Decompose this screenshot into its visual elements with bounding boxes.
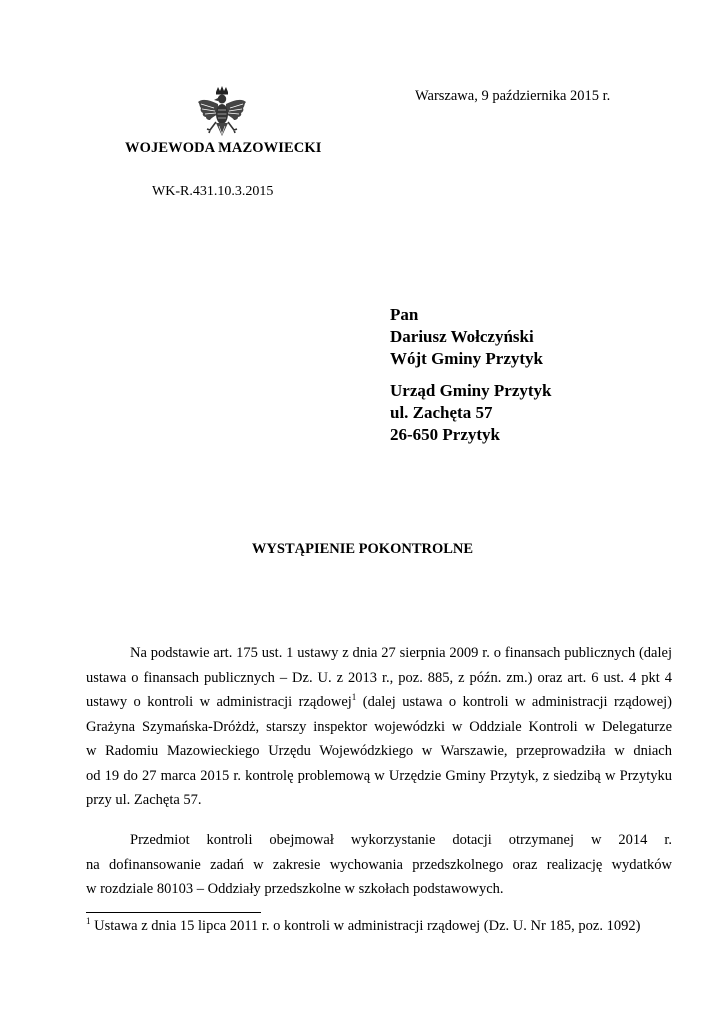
reference-number: WK-R.431.10.3.2015 <box>152 184 274 199</box>
paragraph-legal-basis <box>86 641 672 813</box>
text-segment: ustawy o kontroli w administracji rządowej <box>86 694 352 710</box>
recipient-line: Pan <box>390 305 419 324</box>
paragraph-scope <box>86 828 672 902</box>
footnote <box>86 918 640 935</box>
paragraph-line: przy ul. Zachęta 57. <box>86 792 202 808</box>
address-line: ul. Zachęta 57 <box>390 403 493 422</box>
recipient-address <box>390 380 551 446</box>
office-name: WOJEWODA MAZOWIECKI <box>125 140 322 156</box>
footnote-reference: 1 <box>351 692 357 703</box>
footnote-separator <box>86 912 261 913</box>
text-segment: (dalej ustawa o kontroli w administracji rządowej) <box>356 694 672 710</box>
paragraph-line: od 19 do 27 marca 2015 r. kontrolę problemową w Urzędzie Gminy Przytyk, z siedzibą w Przytyku <box>86 767 672 784</box>
address-line: Urząd Gminy Przytyk <box>390 381 552 400</box>
paragraph-line: Grażyna Szymańska-Dróżdż, starszy inspektor wojewódzki w Oddziale Kontroli w Delegaturze <box>86 718 672 735</box>
footnote-text: Ustawa z dnia 15 lipca 2011 r. o kontroli w administracji rządowej (Dz. U. Nr 185, poz. 1092) <box>90 918 641 934</box>
paragraph-line: Na podstawie art. 175 ust. 1 ustawy z dnia 27 sierpnia 2009 r. o finansach publicznych (dalej <box>130 645 672 661</box>
paragraph-line: Przedmiot kontroli obejmował wykorzystanie dotacji otrzymanej w 2014 r. <box>130 832 672 848</box>
letter-date: Warszawa, 9 października 2015 r. <box>415 88 611 104</box>
polish-eagle-icon <box>196 86 248 142</box>
paragraph-line: w rozdziale 80103 – Oddziały przedszkolne w szkołach podstawowych. <box>86 881 504 897</box>
document-title: WYSTĄPIENIE POKONTROLNE <box>251 541 474 557</box>
paragraph-line: w Radomiu Mazowieckiego Urzędu Wojewódzkiego w Warszawie, przeprowadziła w dniach <box>86 743 672 759</box>
address-line: 26-650 Przytyk <box>390 425 501 444</box>
paragraph-line <box>86 690 672 715</box>
paragraph-line: na dofinansowanie zadań w zakresie wychowania przedszkolnego oraz realizację wydatków <box>86 856 672 873</box>
footnote-marker: 1 <box>86 916 91 927</box>
paragraph-line: ustawa o finansach publicznych – Dz. U. z 2013 r., poz. 885, z późn. zm.) oraz art. 6 ust. 4 pkt 4 <box>86 669 672 686</box>
recipient-line: Dariusz Wołczyński <box>390 327 534 346</box>
recipient-line: Wójt Gminy Przytyk <box>390 349 543 368</box>
recipient-block <box>390 304 543 370</box>
